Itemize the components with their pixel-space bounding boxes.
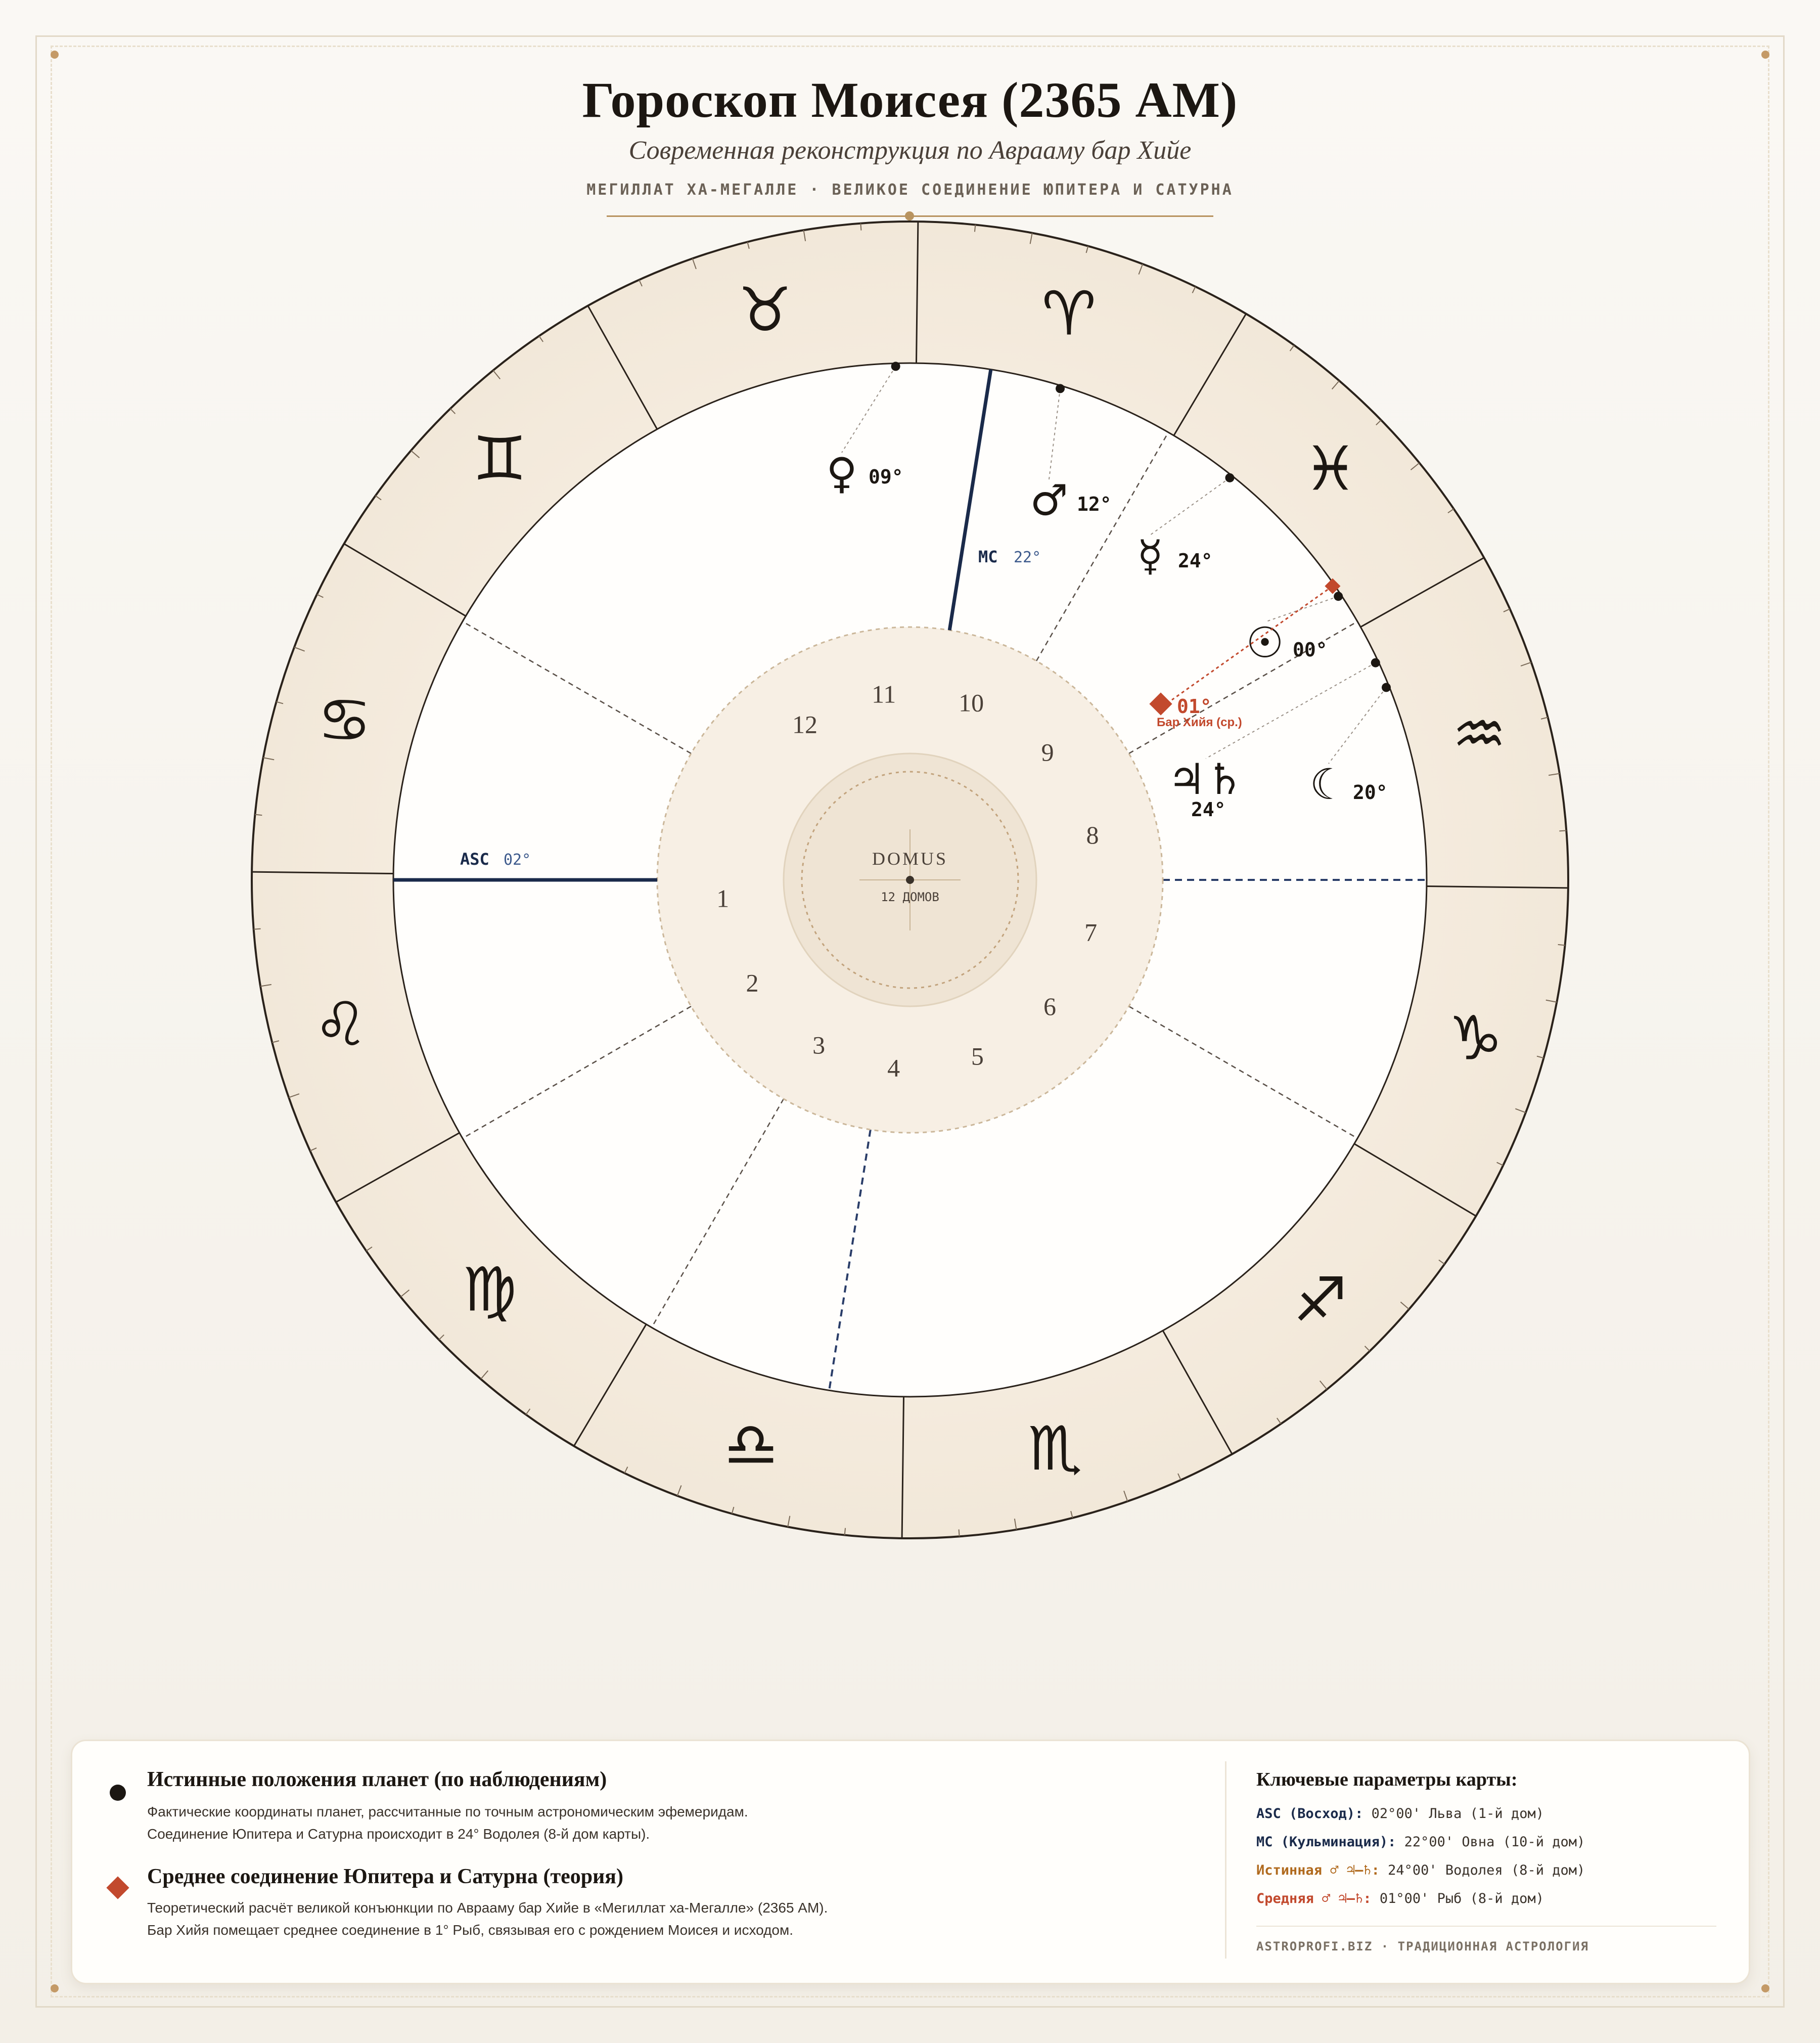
house-number: 7 (1084, 918, 1098, 947)
sign-glyph-virgo: ♍ (462, 1255, 517, 1325)
page-title: Гороскоп Моисея (2365 AM) (582, 72, 1238, 128)
key-param-key: Истинная ♂ ♃–♄: (1256, 1862, 1380, 1878)
corner-ornament (1761, 1984, 1769, 1992)
house-number: 10 (959, 688, 984, 717)
mean-conjunction-label: Бар Хийя (ср.) (1157, 716, 1242, 729)
planet-position-dot (1371, 658, 1380, 668)
sign-glyph-scorpio: ♏ (1028, 1413, 1082, 1484)
sign-glyph-cancer: ♋ (317, 685, 372, 756)
planet-degree: 00° (1293, 639, 1328, 661)
mean-conjunction-degree: 01° (1177, 695, 1212, 718)
sign-glyph-gemini: ♊ (472, 424, 527, 495)
mc-label: MC (978, 547, 998, 566)
planet-glyph-mars: ♂ (1030, 475, 1068, 525)
planet-position-dot (1056, 384, 1065, 393)
sign-glyph-sagittarius: ♐ (1293, 1265, 1348, 1336)
center-title: DOMUS (872, 849, 948, 869)
legend-panel (71, 1740, 1750, 1984)
page-kicker: МЕГИЛЛАТ ХА-МЕГАЛЛЕ · ВЕЛИКОЕ СОЕДИНЕНИЕ ЮПИТЕРА И САТУРНА (586, 181, 1234, 199)
asc-degree: 02° (504, 851, 531, 869)
legend-true-text: Фактические координаты планет, рассчитанные по точным астрономическим эфемеридам. (147, 1804, 748, 1819)
key-param-key: Средняя ♂ ♃–♄: (1256, 1891, 1372, 1906)
planet-glyph-moon: ☾ (1309, 760, 1348, 809)
legend-mean-heading: Среднее соединение Юпитера и Сатурна (теория) (147, 1865, 623, 1888)
true-position-marker (110, 1785, 126, 1801)
house-number: 9 (1041, 738, 1054, 767)
planet-glyph-jupiter-saturn: ♃♄ (1167, 754, 1244, 804)
legend-divider (1225, 1761, 1226, 1959)
key-param-value: 01°00' Рыб (8-й дом) (1379, 1891, 1544, 1906)
sign-glyph-leo: ♌ (313, 990, 368, 1060)
key-param-key: MC (Кульминация): (1256, 1834, 1396, 1850)
mc-degree: 22° (1014, 549, 1041, 566)
planet-position-dot (891, 362, 900, 371)
planet-degree: 20° (1353, 781, 1388, 804)
planet-glyph-mercury: ☿ (1137, 531, 1163, 581)
planet-position-dot (1225, 473, 1234, 482)
mean-conjunction-marker (106, 1876, 129, 1899)
planet-degree: 24° (1178, 550, 1213, 572)
planet-degree: 09° (869, 466, 903, 488)
key-param-row (1256, 1834, 1585, 1850)
planet-glyph-sun: ☉ (1246, 618, 1284, 668)
sign-glyph-taurus: ♉ (738, 275, 792, 346)
house-number: 11 (872, 680, 896, 708)
legend-true-heading: Истинные положения планет (по наблюдениям) (147, 1768, 607, 1791)
sign-glyph-aries: ♈ (1041, 279, 1097, 349)
house-number: 3 (812, 1031, 826, 1059)
center-subtitle: 12 ДОМОВ (881, 890, 939, 904)
page-subtitle: Современная реконструкция по Аврааму бар Хийе (628, 136, 1192, 165)
center-dot (906, 876, 914, 884)
degree-tick (1559, 830, 1566, 831)
planet-degree: 24° (1191, 798, 1226, 821)
key-param-value: 02°00' Льва (1-й дом) (1371, 1806, 1544, 1822)
asc-label: ASC (460, 850, 489, 869)
legend-mean-text: Бар Хийя помещает среднее соединение в 1° Рыб, связывая его с рождением Моисея и исходом. (147, 1922, 794, 1938)
house-number: 12 (792, 710, 817, 739)
key-param-key: ASC (Восход): (1256, 1806, 1363, 1822)
house-number: 8 (1086, 821, 1099, 850)
planet-glyph-venus: ♀ (826, 449, 857, 498)
legend-mean-text: Теоретический расчёт великой конъюнкции по Аврааму бар Хийе в «Мегиллат ха-Мегалле» (2365 AM). (147, 1900, 828, 1916)
sign-glyph-pisces: ♓ (1303, 434, 1358, 505)
house-number: 2 (746, 968, 759, 997)
degree-tick (860, 224, 861, 231)
sign-glyph-libra: ♎ (723, 1410, 779, 1481)
sign-glyph-aquarius: ♒ (1452, 699, 1507, 770)
house-number: 5 (971, 1042, 984, 1071)
key-param-row (1256, 1806, 1544, 1822)
key-params-title: Ключевые параметры карты: (1256, 1769, 1518, 1790)
key-params-divider (1256, 1926, 1716, 1927)
degree-tick (959, 1529, 960, 1536)
key-param-value: 24°00' Водолея (8-й дом) (1388, 1862, 1585, 1878)
planet-position-dot (1334, 592, 1343, 601)
corner-ornament (51, 1984, 59, 1992)
key-param-value: 22°00' Овна (10-й дом) (1404, 1834, 1585, 1850)
planet-position-dot (1382, 683, 1391, 692)
sign-glyph-capricorn: ♑ (1448, 1003, 1503, 1074)
house-number: 1 (716, 884, 730, 913)
house-number: 4 (887, 1053, 900, 1082)
key-param-row (1256, 1862, 1585, 1878)
legend-true-text: Соединение Юпитера и Сатурна происходит в 24° Водолея (8-й дом карты). (147, 1826, 650, 1842)
house-number: 6 (1043, 992, 1056, 1020)
key-param-row (1256, 1891, 1544, 1906)
site-credit: ASTROPROFI.BIZ · ТРАДИЦИОННАЯ АСТРОЛОГИЯ (1256, 1939, 1589, 1953)
planet-degree: 12° (1077, 493, 1112, 515)
